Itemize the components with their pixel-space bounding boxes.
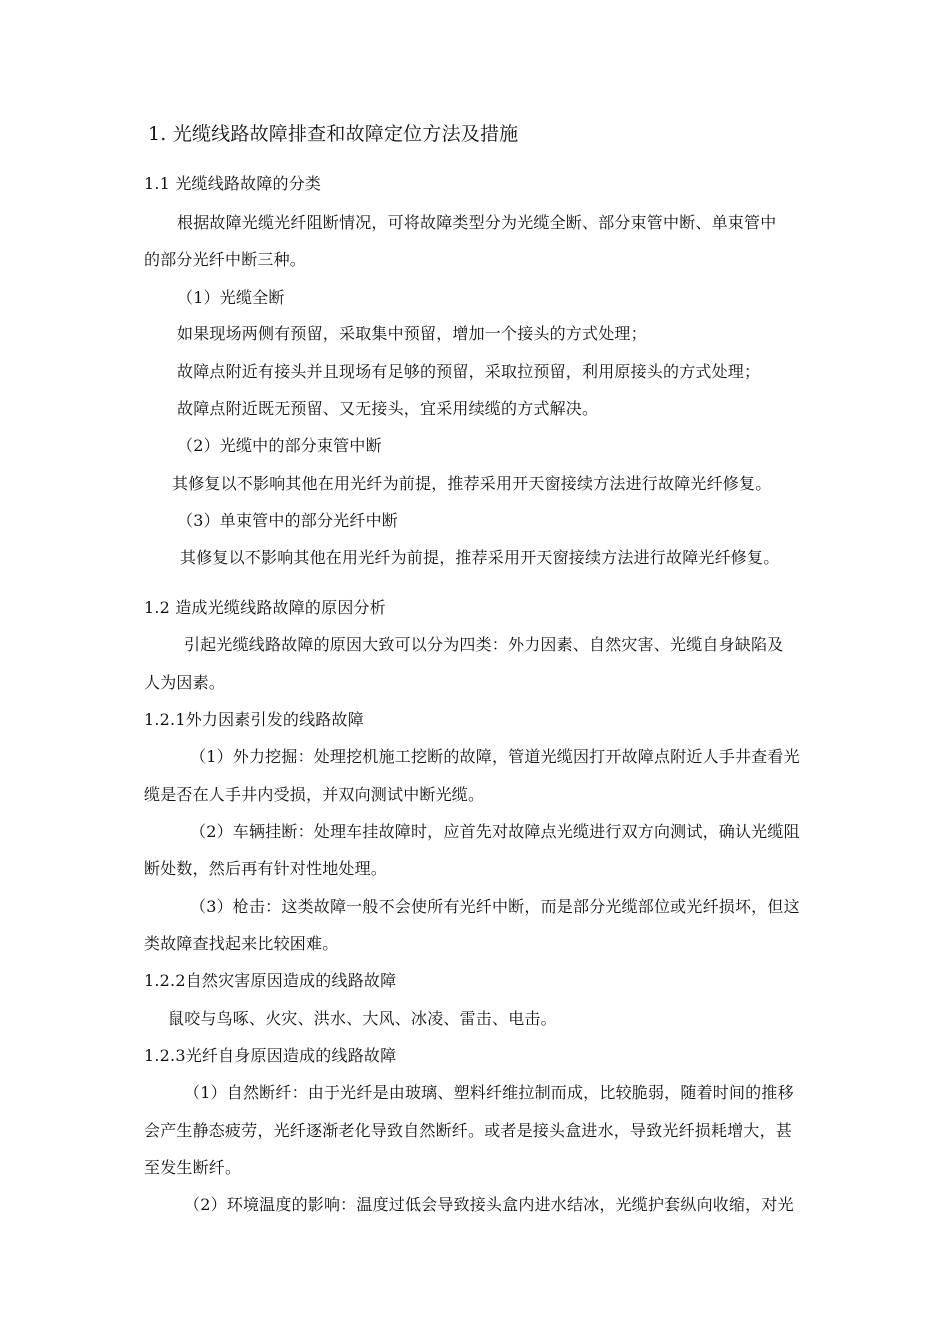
paragraph-line: 如果现场两侧有预留，采取集中预留，增加一个接头的方式处理； <box>177 324 647 343</box>
item-heading-2: （2）光缆中的部分束管中断 <box>177 436 382 455</box>
paragraph-line: 其修复以不影响其他在用光纤为前提，推荐采用开天窗接续方法进行故障光纤修复。 <box>172 474 772 493</box>
section-heading-1-2: 1.2 造成光缆线路故障的原因分析 <box>144 598 386 617</box>
paragraph-line: 鼠咬与鸟啄、火灾、洪水、大风、冰凌、雷击、电击。 <box>168 1009 557 1028</box>
paragraph-line: 会产生静态疲劳，光纤逐渐老化导致自然断纤。或者是接头盒进水，导致光纤损耗增大，甚 <box>144 1121 793 1140</box>
paragraph-line: 人为因素。 <box>144 673 226 692</box>
paragraph-line: 故障点附近既无预留、又无接头，宜采用续缆的方式解决。 <box>177 399 599 418</box>
paragraph-line: 缆是否在人手井内受损，并双向测试中断光缆。 <box>144 785 485 804</box>
paragraph-line: 的部分光纤中断三种。 <box>144 250 307 269</box>
paragraph-line: 根据故障光缆光纤阻断情况，可将故障类型分为光缆全断、部分束管中断、单束管中 <box>177 213 777 232</box>
paragraph-line: 其修复以不影响其他在用光纤为前提，推荐采用开天窗接续方法进行故障光纤修复。 <box>180 548 780 567</box>
subsection-heading-1-2-1: 1.2.1外力因素引发的线路故障 <box>144 710 364 729</box>
paragraph-line: （3）枪击：这类故障一般不会使所有光纤中断，而是部分光缆部位或光纤损坏，但这 <box>190 897 800 916</box>
document-title: 1. 光缆线路故障排查和故障定位方法及措施 <box>148 123 519 145</box>
paragraph-line: （2）环境温度的影响：温度过低会导致接头盒内进水结冰，光缆护套纵向收缩，对光 <box>184 1195 794 1214</box>
item-heading-1: （1）光缆全断 <box>177 288 285 307</box>
paragraph-line: 故障点附近有接头并且现场有足够的预留，采取拉预留，利用原接头的方式处理； <box>177 362 761 381</box>
subsection-heading-1-2-3: 1.2.3光纤自身原因造成的线路故障 <box>144 1046 397 1065</box>
section-heading-1-1: 1.1 光缆线路故障的分类 <box>144 174 322 193</box>
paragraph-line: （2）车辆挂断：处理车挂故障时，应首先对故障点光缆进行双方向测试，确认光缆阻 <box>190 822 800 841</box>
paragraph-line: 至发生断纤。 <box>144 1158 242 1177</box>
paragraph-line: 引起光缆线路故障的原因大致可以分为四类：外力因素、自然灾害、光缆自身缺陷及 <box>184 635 784 654</box>
subsection-heading-1-2-2: 1.2.2自然灾害原因造成的线路故障 <box>144 971 397 990</box>
item-heading-3: （3）单束管中的部分光纤中断 <box>177 511 398 530</box>
paragraph-line: 类故障查找起来比较困难。 <box>144 934 339 953</box>
paragraph-line: （1）自然断纤：由于光纤是由玻璃、塑料纤维拉制而成，比较脆弱，随着时间的推移 <box>184 1083 794 1102</box>
paragraph-line: （1）外力挖掘：处理挖机施工挖断的故障，管道光缆因打开故障点附近人手井查看光 <box>190 747 800 766</box>
paragraph-line: 断处数，然后再有针对性地处理。 <box>144 859 388 878</box>
